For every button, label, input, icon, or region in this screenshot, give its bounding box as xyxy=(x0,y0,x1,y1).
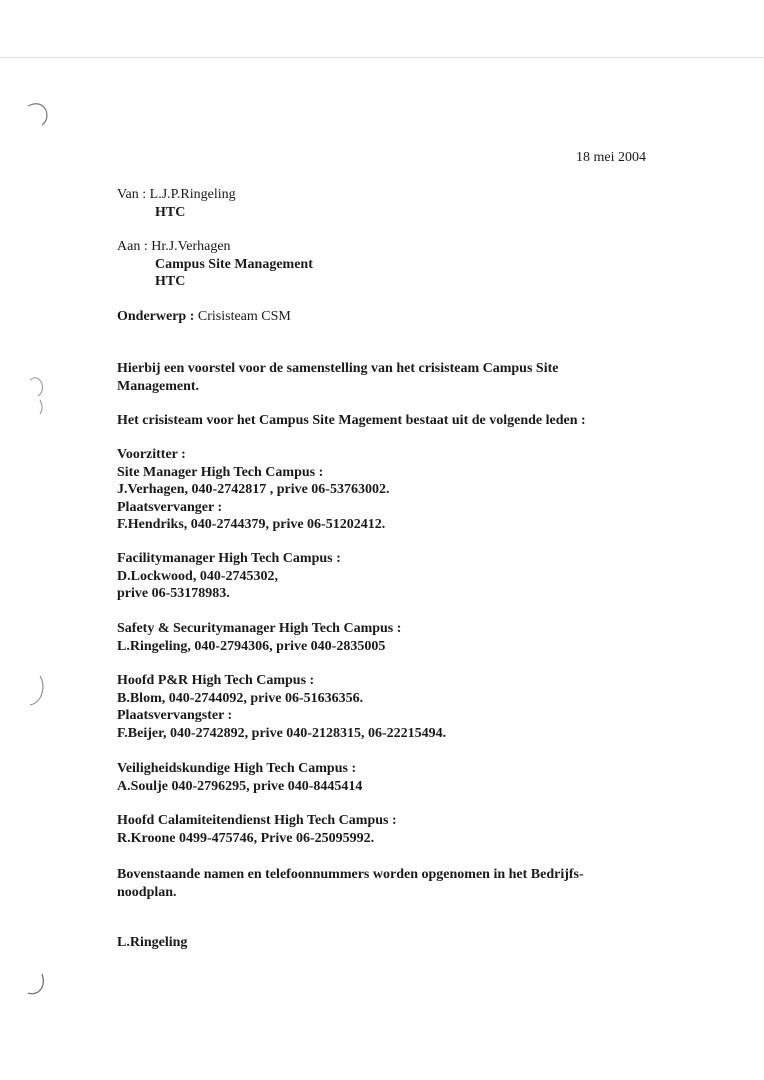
member-section-emergency xyxy=(117,812,397,847)
signature: L.Ringeling xyxy=(117,935,188,950)
closing-line: Bovenstaande namen en telefoonnummers worden opgenomen in het Bedrijfs- xyxy=(117,867,584,882)
members-intro xyxy=(117,412,586,430)
subject-block xyxy=(117,308,291,326)
section-line: prive 06-53178983. xyxy=(117,586,230,601)
section-line: J.Verhagen, 040-2742817 , prive 06-53763002. xyxy=(117,482,390,497)
punch-hole-mark-3 xyxy=(22,672,52,712)
to-org: HTC xyxy=(155,274,186,289)
from-block xyxy=(117,186,236,221)
member-section-facility xyxy=(117,550,341,603)
section-line: F.Beijer, 040-2742892, prive 040-2128315, 06-22215494. xyxy=(117,725,447,741)
to-block xyxy=(117,238,313,291)
member-section-chair xyxy=(117,446,389,534)
section-line: Voorzitter : xyxy=(117,447,186,462)
from-label: Van : xyxy=(117,187,147,202)
section-line: Hoofd Calamiteitendienst High Tech Campus : xyxy=(117,813,397,828)
to-label: Aan : xyxy=(117,239,148,254)
from-name: L.J.P.Ringeling xyxy=(149,187,236,202)
punch-hole-mark-2 xyxy=(22,370,52,420)
intro-line: Hierbij een voorstel voor de samenstelling van het crisisteam Campus Site xyxy=(117,361,559,376)
section-line: Facilitymanager High Tech Campus : xyxy=(117,551,341,566)
closing-paragraph xyxy=(117,866,584,901)
section-line: Veiligheidskundige High Tech Campus : xyxy=(117,761,357,776)
punch-hole-mark-1 xyxy=(22,98,52,128)
to-name: Hr.J.Verhagen xyxy=(151,239,231,254)
member-section-safety xyxy=(117,620,401,655)
section-line: Plaatsvervangster : xyxy=(117,708,233,723)
section-line: A.Soulje 040-2796295, prive 040-8445414 xyxy=(117,778,363,794)
section-line: B.Blom, 040-2744092, prive 06-51636356. xyxy=(117,690,364,706)
section-line: Safety & Securitymanager High Tech Campus : xyxy=(117,621,402,636)
section-line: Site Manager High Tech Campus : xyxy=(117,464,324,480)
members-intro-text: Het crisisteam voor het Campus Site Magement bestaat uit de volgende leden : xyxy=(117,413,586,428)
section-line: D.Lockwood, 040-2745302, xyxy=(117,568,279,584)
member-section-safety-expert xyxy=(117,760,362,795)
from-org: HTC xyxy=(155,204,186,220)
section-line: F.Hendriks, 040-2744379, prive 06-51202412. xyxy=(117,517,386,532)
member-section-pr xyxy=(117,672,446,742)
section-line: Hoofd P&R High Tech Campus : xyxy=(117,673,315,688)
subject-text: Crisisteam CSM xyxy=(197,309,291,324)
scan-edge-line xyxy=(0,57,764,58)
section-line: Plaatsvervanger : xyxy=(117,499,223,515)
intro-line: Management. xyxy=(117,378,200,394)
section-line: L.Ringeling, 040-2794306, prive 040-2835005 xyxy=(117,638,386,654)
subject-label: Onderwerp : xyxy=(117,309,195,324)
letter-date: 18 mei 2004 xyxy=(576,150,646,165)
intro-paragraph xyxy=(117,360,558,395)
to-dept: Campus Site Management xyxy=(155,256,313,272)
punch-hole-mark-4 xyxy=(22,968,52,998)
closing-line: noodplan. xyxy=(117,884,177,900)
section-line: R.Kroone 0499-475746, Prive 06-25095992. xyxy=(117,830,375,846)
